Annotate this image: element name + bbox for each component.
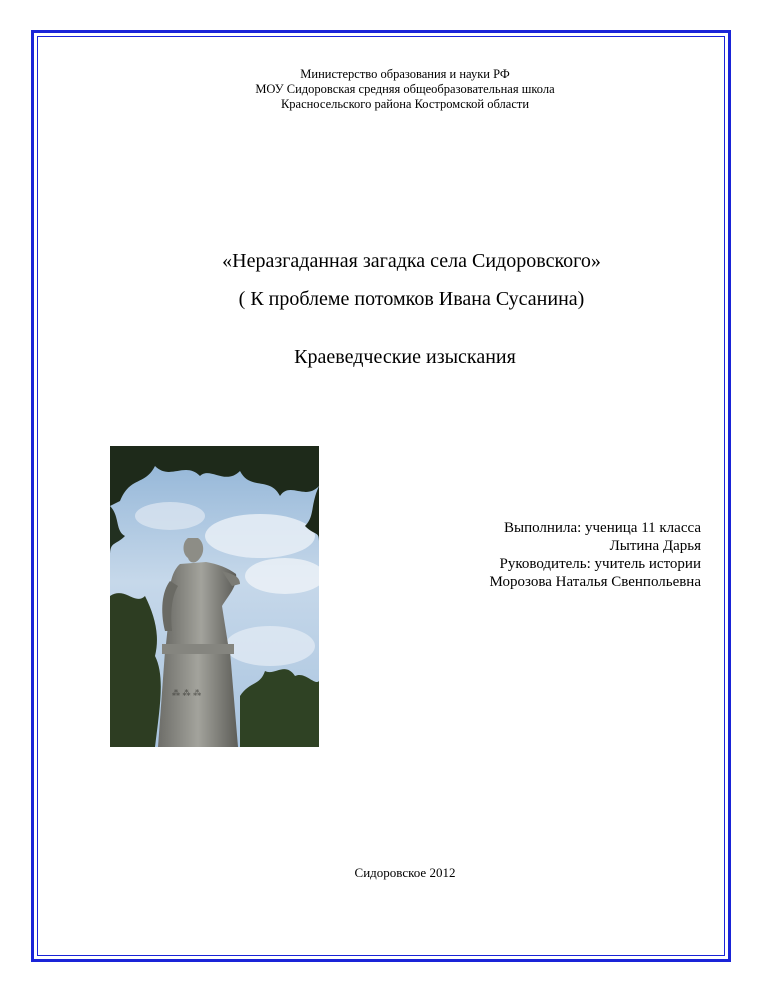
place-year: Сидоровское 2012: [354, 865, 456, 880]
document-genre: Краеведческие изыскания: [294, 346, 516, 368]
header-line-region: Красносельского района Костромской области: [280, 97, 530, 111]
author-line-supervisor: Руководитель: учитель истории: [499, 556, 701, 572]
author-block: [490, 519, 701, 591]
document-title: «Неразгаданная загадка села Сидоровского»: [222, 250, 601, 272]
header-line-ministry: Министерство образования и науки РФ: [300, 67, 510, 81]
monument-photo: [110, 446, 319, 747]
author-line-supervisor-name: Морозова Наталья Свенпольевна: [489, 574, 701, 590]
header-line-school: МОУ Сидоровская средняя общеобразовательная школа: [255, 82, 555, 96]
svg-text:⁂ ⁂ ⁂: ⁂ ⁂ ⁂: [172, 689, 202, 698]
document-subtitle: ( К проблеме потомков Ивана Сусанина): [238, 288, 585, 310]
author-line-performer: Выполнила: ученица 11 класса: [504, 520, 701, 536]
monument-photo-icon: [110, 446, 319, 747]
ministry-header: [0, 67, 768, 112]
author-line-student-name: Лытина Дарья: [609, 538, 701, 554]
